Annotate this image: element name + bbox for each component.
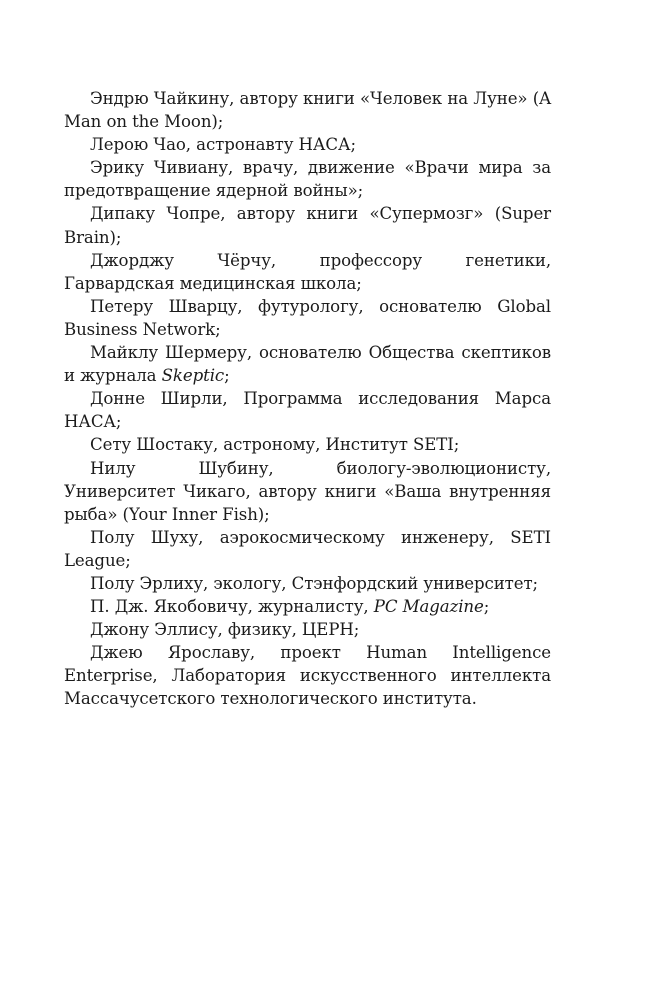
list-item: Эндрю Чайкину, автору книги «Человек на Луне» (A Man on the Moon); (64, 89, 551, 132)
list-item: Лерою Чао, астронавту НАСА; (90, 135, 356, 155)
acknowledgements-list (64, 87, 551, 711)
list-item: Нилу Шубину, биологу-эволюционисту, Университет Чикаго, автору книги «Ваша внутренняя рыба» (Your Inner Fish); (64, 458, 551, 524)
list-item: Полу Эрлиху, экологу, Стэнфордский университет; (90, 573, 539, 593)
list-item: П. Дж. Якобовичу, журналисту, PC Magazine; (90, 597, 490, 617)
list-item: Сету Шостаку, астроному, Институт SETI; (90, 435, 460, 455)
list-item: Донне Ширли, Программа исследования Марса НАСА; (64, 389, 551, 432)
list-item: Петеру Шварцу, футурологу, основателю Global Business Network; (64, 296, 551, 339)
magazine-title: Skeptic (161, 366, 225, 386)
list-item: Полу Шуху, аэрокосмическому инженеру, SETI League; (64, 527, 551, 570)
list-item: Джону Эллису, физику, ЦЕРН; (90, 620, 360, 640)
list-item: Джорджу Чёрчу, профессору генетики, Гарвардская медицинская школа; (64, 250, 551, 293)
list-item: Майклу Шермеру, основателю Общества скептиков и журнала Skeptic; (64, 343, 551, 386)
list-item: Дипаку Чопре, автору книги «Супермозг» (Super Brain); (64, 204, 551, 247)
list-item: Джею Ярославу, проект Human Intelligence Enterprise, Лаборатория искусственного интеллекта Массачусетского технологического института. (64, 643, 551, 709)
magazine-title: PC Magazine (373, 597, 484, 617)
list-item: Эрику Чивиану, врачу, движение «Врачи мира за предотвращение ядерной войны»; (64, 158, 551, 201)
